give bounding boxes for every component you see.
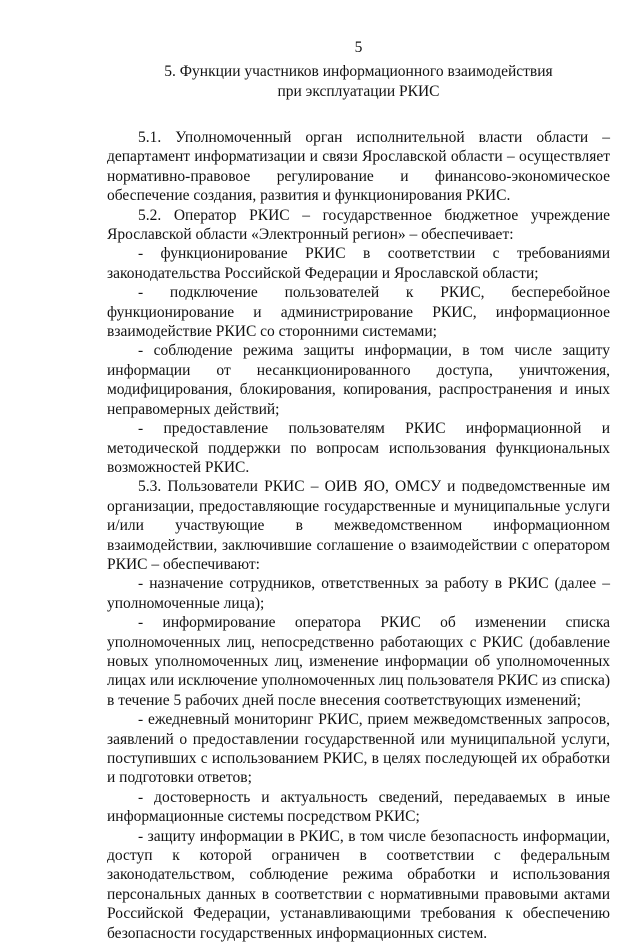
- list-item: - соблюдение режима защиты информации, в том числе защиту информации от несанкционированного доступа, уничтожения, модифицирования, блокирования, копирования, распространения и иных неправомерных действий;: [107, 342, 610, 418]
- section-title-line-2: при эксплуатации РКИС: [277, 83, 440, 100]
- list-item: - защиту информации в РКИС, в том числе безопасность информации, доступ к которой ограничен в соответствии с федеральным законодательством, соблюдение режима обработки и использования персональных данных в соответствии с нормативными правовыми актами Российской Федерации, устанавливающими требования к обеспечению безопасности государственных информационных систем.: [107, 827, 610, 942]
- section-title: [107, 62, 610, 102]
- list-item: - назначение сотрудников, ответственных за работу в РКИС (далее – уполномоченные лица);: [107, 575, 610, 612]
- list-item: - информирование оператора РКИС об изменении списка уполномоченных лиц, непосредственно работающих с РКИС (добавление новых уполномоченных лиц, изменение информации об уполномоченных лицах или исключение уполномоченных лиц пользователя РКИС из списка) в течение 5 рабочих дней после внесения соответствующих изменений;: [107, 614, 610, 709]
- list-item: - ежедневный мониторинг РКИС, прием межведомственных запросов, заявлений о предоставлении государственной или муниципальной услуги, поступивших с использованием РКИС, в целях последующей их обработки и подготовки ответов;: [107, 711, 610, 787]
- list-item: - предоставление пользователям РКИС информационной и методической поддержки по вопросам использования функциональных возможностей РКИС.: [107, 420, 610, 476]
- list-item: - достоверность и актуальность сведений, передаваемых в иные информационные системы посредством РКИС;: [107, 788, 610, 826]
- section-title-line-1: 5. Функции участников информационного взаимодействия: [164, 63, 553, 80]
- clause-5-2: 5.2. Оператор РКИС – государственное бюджетное учреждение Ярославской области «Электронный регион» – обеспечивает:: [107, 206, 610, 244]
- page-number: 5: [354, 39, 363, 56]
- clause-5-1: 5.1. Уполномоченный орган исполнительной власти области – департамент информатизации и связи Ярославской области – осуществляет нормативно-правовое регулирование и финансово-экономическое обеспечение создания, развития и функционирования РКИС.: [107, 129, 610, 205]
- list-item: - подключение пользователей к РКИС, бесперебойное функционирование и администрирование РКИС, информационное взаимодействие РКИС со сторонними системами;: [107, 284, 610, 341]
- list-item: - функционирование РКИС в соответствии с требованиями законодательства Российской Федерации и Ярославской области;: [107, 245, 610, 282]
- clause-5-3: 5.3. Пользователи РКИС – ОИВ ЯО, ОМСУ и подведомственные им организации, предоставляющие государственные и муниципальные услуги и/или участвующие в межведомственном информационном взаимодействии, заключившие соглашение о взаимодействии с оператором РКИС – обеспечивают:: [107, 478, 610, 573]
- document-body: [107, 128, 610, 943]
